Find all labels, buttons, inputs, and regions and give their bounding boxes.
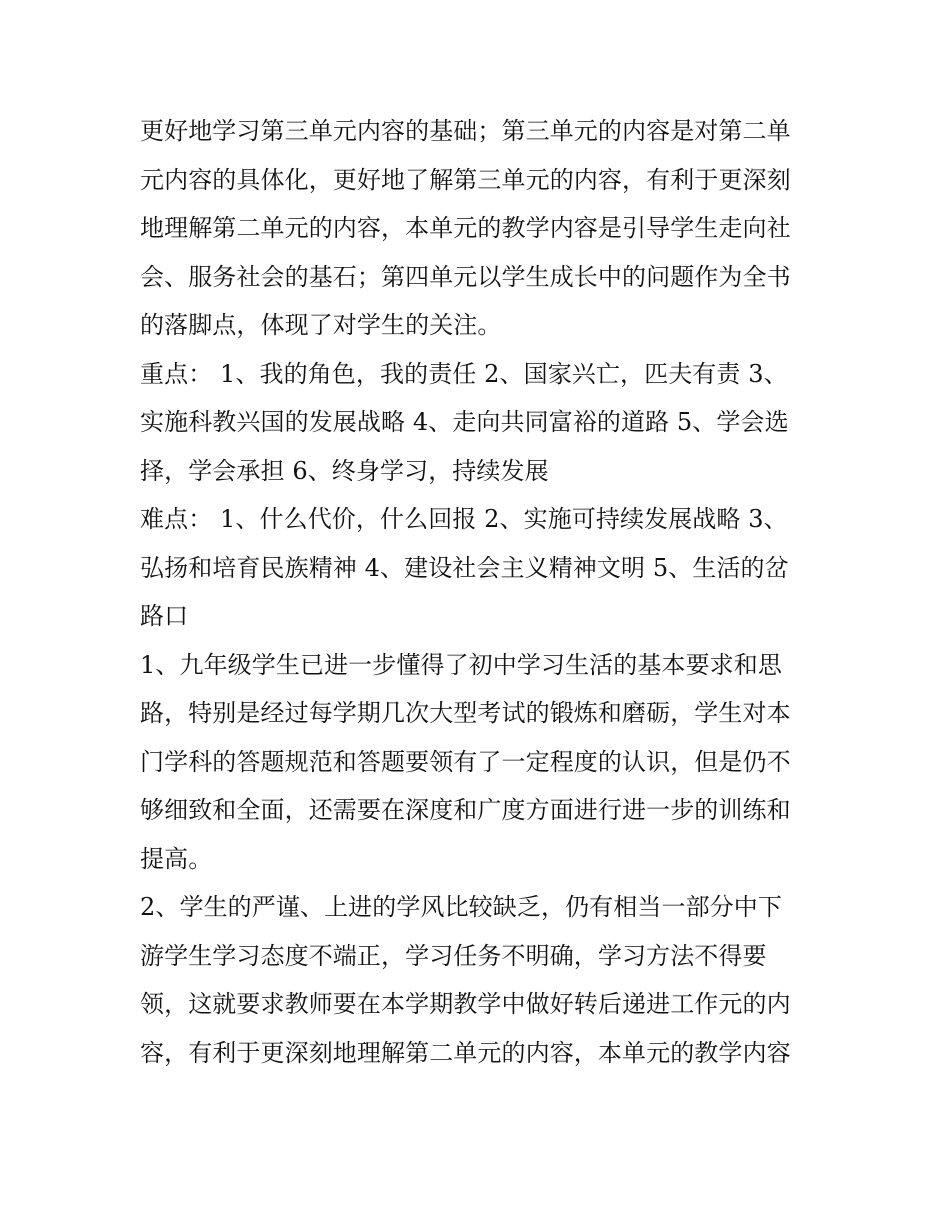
text-line: 择，学会承担 6、终身学习，持续发展 [140,456,549,485]
paragraph-unit-overview [140,107,820,350]
text-line: 1、九年级学生已进一步懂得了初中学习生活的基本要求和思 [140,650,782,679]
text-line: 难点： 1、什么代价，什么回报 2、实施可持续发展战略 3、 [140,505,788,533]
text-line: 路口 [140,602,189,630]
text-line: 地理解第二单元的内容，本单元的教学内容是引导学生走向社 [140,214,791,242]
text-line: 重点： 1、我的角色，我的责任 2、国家兴亡，匹夫有责 3、 [140,359,788,388]
document-body [140,107,820,1077]
paragraph-student-analysis-1 [140,641,820,884]
text-line: 游学生学习态度不端正，学习任务不明确，学习方法不得要 [140,941,767,970]
text-line: 会、服务社会的基石；第四单元以学生成长中的问题作为全书 [140,262,791,291]
text-line: 门学科的答题规范和答题要领有了一定程度的认识，但是仍不 [140,747,791,776]
text-line: 实施科教兴国的发展战略 4、走向共同富裕的道路 5、学会选 [140,408,789,436]
paragraph-key-points [140,350,820,496]
text-line: 元内容的具体化，更好地了解第三单元的内容，有利于更深刻 [140,165,791,194]
text-line: 更好地学习第三单元内容的基础；第三单元的内容是对第二单 [140,117,791,145]
text-line: 够细致和全面，还需要在深度和广度方面进行进一步的训练和 [140,796,791,824]
paragraph-student-analysis-2 [140,883,820,1077]
text-line: 弘扬和培育民族精神 4、建设社会主义精神文明 5、生活的岔 [140,553,789,582]
text-line: 的落脚点，体现了对学生的关注。 [140,311,502,339]
text-line: 2、学生的严谨、上进的学风比较缺乏，仍有相当一部分中下 [140,893,782,921]
text-line: 领，这就要求教师要在本学期教学中做好转后递进工作元的内 [140,990,791,1018]
text-line: 路，特别是经过每学期几次大型考试的锻炼和磨砺，学生对本 [140,699,791,727]
text-line: 提高。 [140,844,213,873]
paragraph-difficult-points [140,495,820,641]
text-line: 容，有利于更深刻地理解第二单元的内容，本单元的教学内容 [140,1038,791,1067]
